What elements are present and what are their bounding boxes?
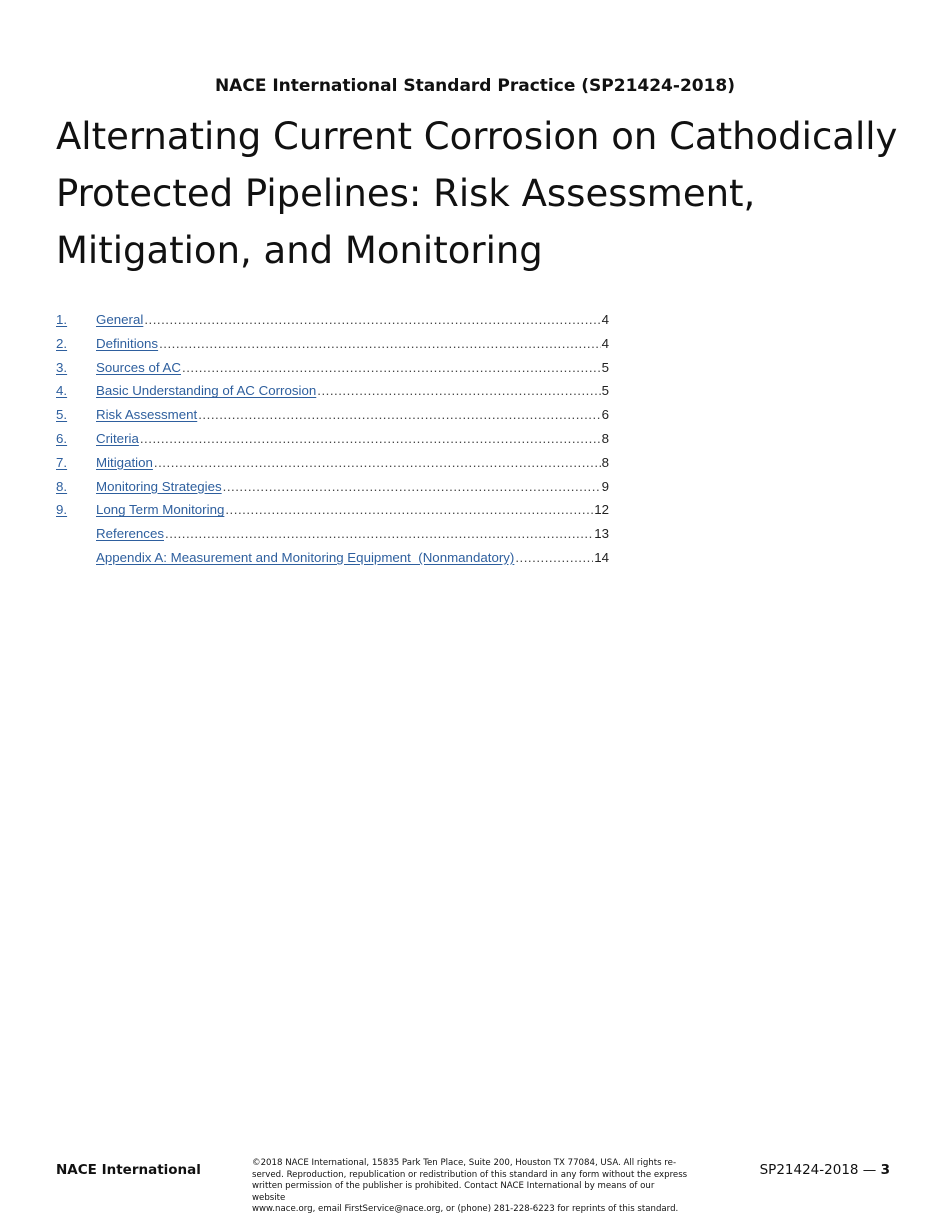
copyright-line-4: www.nace.org, email FirstService@nace.org, or (phone) 281-228-6223 for reprints of this standard. — [252, 1204, 679, 1214]
standard-header: NACE International Standard Practice (SP21424-2018) — [214, 76, 736, 96]
toc-number[interactable]: 3. — [56, 359, 68, 375]
toc-entry-references[interactable] — [56, 526, 609, 550]
title-line-2: Protected Pipelines: Risk Assessment, — [56, 172, 756, 215]
toc-dot-leader — [154, 455, 601, 470]
toc-link[interactable]: Sources of AC — [96, 359, 181, 375]
toc-link[interactable]: Basic Understanding of AC Corrosion — [96, 383, 317, 399]
footer-doc-id: SP21424-2018 — [759, 1162, 859, 1178]
footer-separator: — — [862, 1162, 877, 1178]
toc-dot-leader — [165, 526, 593, 541]
toc-dot-leader — [140, 431, 601, 446]
toc-dot-leader — [225, 502, 593, 517]
toc-number[interactable]: 1. — [56, 312, 68, 327]
toc-link[interactable]: Appendix A: Measurement and Monitoring Equipment (Nonmandatory) — [96, 549, 515, 565]
toc-entry-long-term-monitoring[interactable] — [56, 502, 609, 526]
table-of-contents — [56, 312, 609, 574]
page-footer — [56, 1156, 890, 1214]
toc-number[interactable]: 2. — [56, 335, 68, 351]
toc-link[interactable]: General — [96, 312, 144, 327]
toc-page-number: 9 — [601, 478, 609, 494]
toc-link[interactable]: References — [96, 526, 164, 542]
toc-page-number: 13 — [594, 526, 609, 542]
toc-link[interactable]: Risk Assessment — [96, 407, 198, 423]
document-title — [56, 108, 916, 279]
toc-number[interactable]: 7. — [56, 454, 68, 470]
toc-entry-monitoring-strategies[interactable] — [56, 479, 609, 503]
toc-dot-leader — [198, 407, 600, 422]
copyright-line-1: ©2018 NACE International, 15835 Park Ten Place, Suite 200, Houston TX 77084, USA. All rights re- — [252, 1158, 677, 1168]
toc-entry-basic-understanding[interactable] — [56, 383, 609, 407]
footer-organization: NACE International — [56, 1162, 201, 1178]
toc-page-number: 6 — [601, 407, 609, 423]
toc-dot-leader — [317, 383, 600, 398]
footer-copyright — [252, 1158, 690, 1216]
toc-page-number: 4 — [601, 335, 609, 351]
toc-dot-leader — [515, 550, 593, 565]
toc-link[interactable]: Criteria — [96, 430, 139, 446]
copyright-line-2: served. Reproduction, republication or redistribution of this standard in any form without the express — [252, 1169, 688, 1180]
toc-number[interactable]: 5. — [56, 407, 68, 423]
toc-entry-criteria[interactable] — [56, 431, 609, 455]
toc-entry-sources-of-ac[interactable] — [56, 360, 609, 384]
toc-number[interactable]: 6. — [56, 430, 68, 446]
toc-page-number: 12 — [594, 502, 609, 518]
toc-number[interactable]: 8. — [56, 478, 68, 494]
toc-dot-leader — [144, 312, 600, 327]
toc-page-number: 5 — [601, 383, 609, 399]
toc-page-number: 5 — [601, 359, 609, 375]
footer-page-label — [760, 1162, 890, 1178]
toc-dot-leader — [182, 360, 601, 375]
toc-dot-leader — [159, 336, 601, 351]
toc-number[interactable]: 9. — [56, 502, 68, 518]
toc-page-number: 8 — [601, 430, 609, 446]
toc-number[interactable]: 4. — [56, 383, 68, 399]
toc-entry-definitions[interactable] — [56, 336, 609, 360]
toc-dot-leader — [223, 479, 601, 494]
toc-page-number: 8 — [601, 454, 609, 470]
toc-entry-risk-assessment[interactable] — [56, 407, 609, 431]
footer-page-number: 3 — [880, 1162, 890, 1178]
toc-link[interactable]: Long Term Monitoring — [96, 502, 225, 518]
toc-link[interactable]: Monitoring Strategies — [96, 478, 222, 494]
toc-link[interactable]: Definitions — [96, 335, 159, 351]
toc-entry-mitigation[interactable] — [56, 455, 609, 479]
toc-entry-appendix-a[interactable] — [56, 550, 609, 574]
title-line-1: Alternating Current Corrosion on Cathodically — [56, 115, 898, 158]
toc-page-number: 14 — [594, 549, 609, 565]
toc-link[interactable]: Mitigation — [96, 454, 153, 470]
copyright-line-3: written permission of the publisher is prohibited. Contact NACE International by means of our website — [252, 1181, 655, 1203]
title-line-3: Mitigation, and Monitoring — [56, 229, 543, 272]
toc-page-number: 4 — [601, 312, 609, 327]
toc-entry-general[interactable] — [56, 312, 609, 336]
